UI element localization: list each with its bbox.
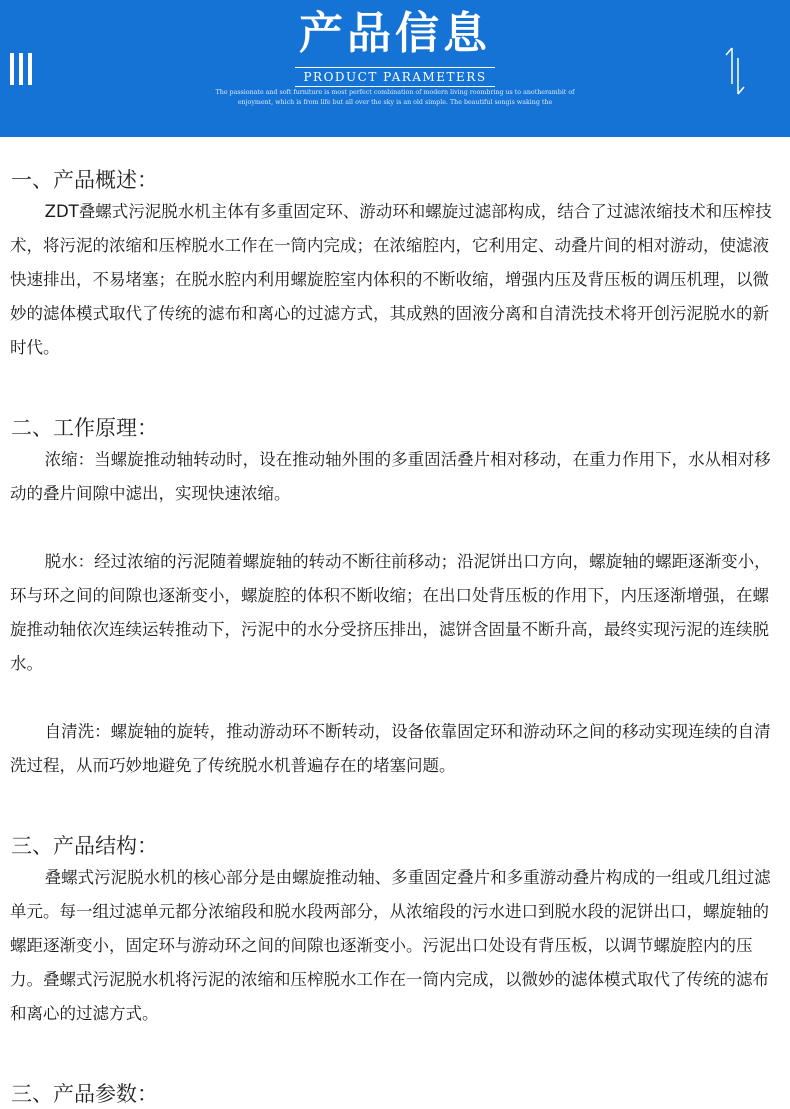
section-heading: 三、产品参数：	[11, 1082, 158, 1106]
self-cleaning-paragraph: 自清洗：螺旋轴的旋转，推动游动环不断转动，设备依靠固定环和游动环之间的移动实现连续的自清洗过程，从而巧妙地避免了传统脱水机普遍存在的堵塞问题。	[10, 722, 771, 775]
banner-tagline: The passionate and soft furniture is most perfect combination of modern living roombring us to anotherambit of enjoyment, which is from life but all over the sky is an old simple. The beautiful songis waking the	[215, 89, 575, 106]
section-parameters	[0, 1065, 790, 1109]
structure-paragraph: 叠螺式污泥脱水机的核心部分是由螺旋推动轴、多重固定叠片和多重游动叠片构成的一组或几组过滤单元。每一组过滤单元都分浓缩段和脱水段两部分，从浓缩段的污水进口到脱水段的泥饼出口，螺旋轴的螺距逐渐变小，固定环与游动环之间的间隙也逐渐变小。污泥出口处设有背压板，以调节螺旋腔内的压力。叠螺式污泥脱水机将污泥的浓缩和压榨脱水工作在一筒内完成，以微妙的滤体模式取代了传统的滤布和离心的过滤方式。	[10, 868, 771, 1023]
section-heading: 一、产品概述：	[11, 168, 158, 192]
banner-subtitle-text: PRODUCT PARAMETERS	[295, 67, 494, 87]
section-heading: 三、产品结构：	[11, 834, 158, 858]
product-info-content	[0, 137, 790, 1109]
header-banner	[0, 0, 790, 137]
overview-paragraph: ZDT叠螺式污泥脱水机主体有多重固定环、游动环和螺旋过滤部构成，结合了过滤浓缩技术和压榨技术，将污泥的浓缩和压榨脱水工作在一筒内完成；在浓缩腔内，它利用定、动叠片间的相对游动，使滤液快速排出，不易堵塞；在脱水腔内利用螺旋腔室内体积的不断收缩，增强内压及背压板的调压机理，以微妙的滤体模式取代了传统的滤布和离心的过滤方式，其成熟的固液分离和自清洗技术将开创污泥脱水的新时代。	[10, 202, 772, 357]
section-structure	[0, 817, 790, 1031]
section-working-principle	[0, 399, 790, 783]
section-overview	[0, 151, 790, 365]
up-down-arrows-icon	[722, 44, 748, 98]
banner-subtitle	[0, 66, 790, 87]
banner-title: 产品信息	[299, 8, 491, 59]
section-heading: 二、工作原理：	[11, 416, 158, 440]
concentration-paragraph: 浓缩：当螺旋推动轴转动时，设在推动轴外围的多重固活叠片相对移动，在重力作用下，水从相对移动的叠片间隙中滤出，实现快速浓缩。	[10, 450, 771, 503]
dewatering-paragraph: 脱水：经过浓缩的污泥随着螺旋轴的转动不断往前移动；沿泥饼出口方向，螺旋轴的螺距逐渐变小，环与环之间的间隙也逐渐变小，螺旋腔的体积不断收缩；在出口处背压板的作用下，内压逐渐增强，在螺旋推动轴依次连续运转推动下，污泥中的水分受挤压排出，滤饼含固量不断升高，最终实现污泥的连续脱水。	[10, 552, 771, 673]
